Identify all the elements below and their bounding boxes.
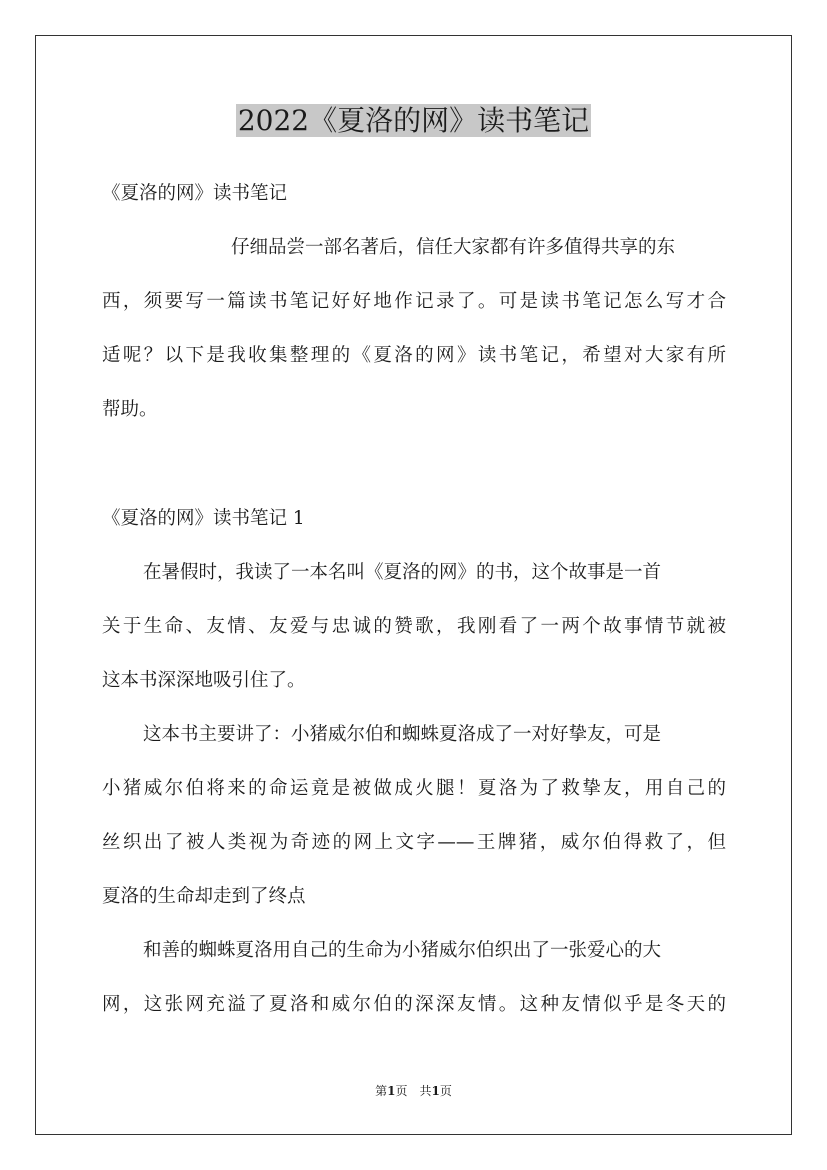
footer-page-suffix: 页 [439, 1084, 452, 1098]
paragraph-1-line-1: 在暑假时，我读了一本名叫《夏洛的网》的书，这个故事是一首 [143, 562, 662, 583]
paragraph-1-line-2: 关于生命、友情、友爱与忠诚的赞歌，我刚看了一两个故事情节就被 [102, 616, 726, 637]
section-heading: 《夏洛的网》读书笔记 1 [102, 508, 305, 529]
page-footer [0, 1082, 827, 1100]
paragraph-2-line-4: 夏洛的生命却走到了终点 [102, 886, 306, 907]
paragraph-2-line-1: 这本书主要讲了：小猪威尔伯和蜘蛛夏洛成了一对好挚友，可是 [143, 724, 662, 745]
intro-line-4: 帮助。 [102, 399, 158, 420]
paragraph-3-line-1: 和善的蜘蛛夏洛用自己的生命为小猪威尔伯织出了一张爱心的大 [143, 940, 662, 961]
document-title [0, 100, 827, 142]
document-title-text: 2022《夏洛的网》读书笔记 [237, 104, 590, 137]
footer-page-total: 1 [431, 1084, 440, 1098]
footer-page-number: 1 [387, 1084, 396, 1098]
paragraph-2-line-3: 丝织出了被人类视为奇迹的网上文字——王牌猪，威尔伯得救了，但 [102, 832, 726, 853]
paragraph-2-line-2: 小猪威尔伯将来的命运竟是被做成火腿！夏洛为了救挚友，用自己的 [102, 778, 726, 799]
paragraph-3-line-2: 网，这张网充溢了夏洛和威尔伯的深深友情。这种友情似乎是冬天的 [102, 994, 726, 1015]
document-subtitle: 《夏洛的网》读书笔记 [102, 183, 288, 204]
intro-line-2: 西，须要写一篇读书笔记好好地作记录了。可是读书笔记怎么写才合 [102, 291, 726, 312]
footer-page-prefix: 第 [375, 1084, 388, 1098]
intro-line-1: 仔细品尝一部名著后，信任大家都有许多值得共享的东 [231, 237, 676, 258]
intro-line-3: 适呢？以下是我收集整理的《夏洛的网》读书笔记，希望对大家有所 [102, 345, 726, 366]
footer-page-mid: 页 共 [395, 1084, 432, 1098]
paragraph-1-line-3: 这本书深深地吸引住了。 [102, 670, 306, 691]
